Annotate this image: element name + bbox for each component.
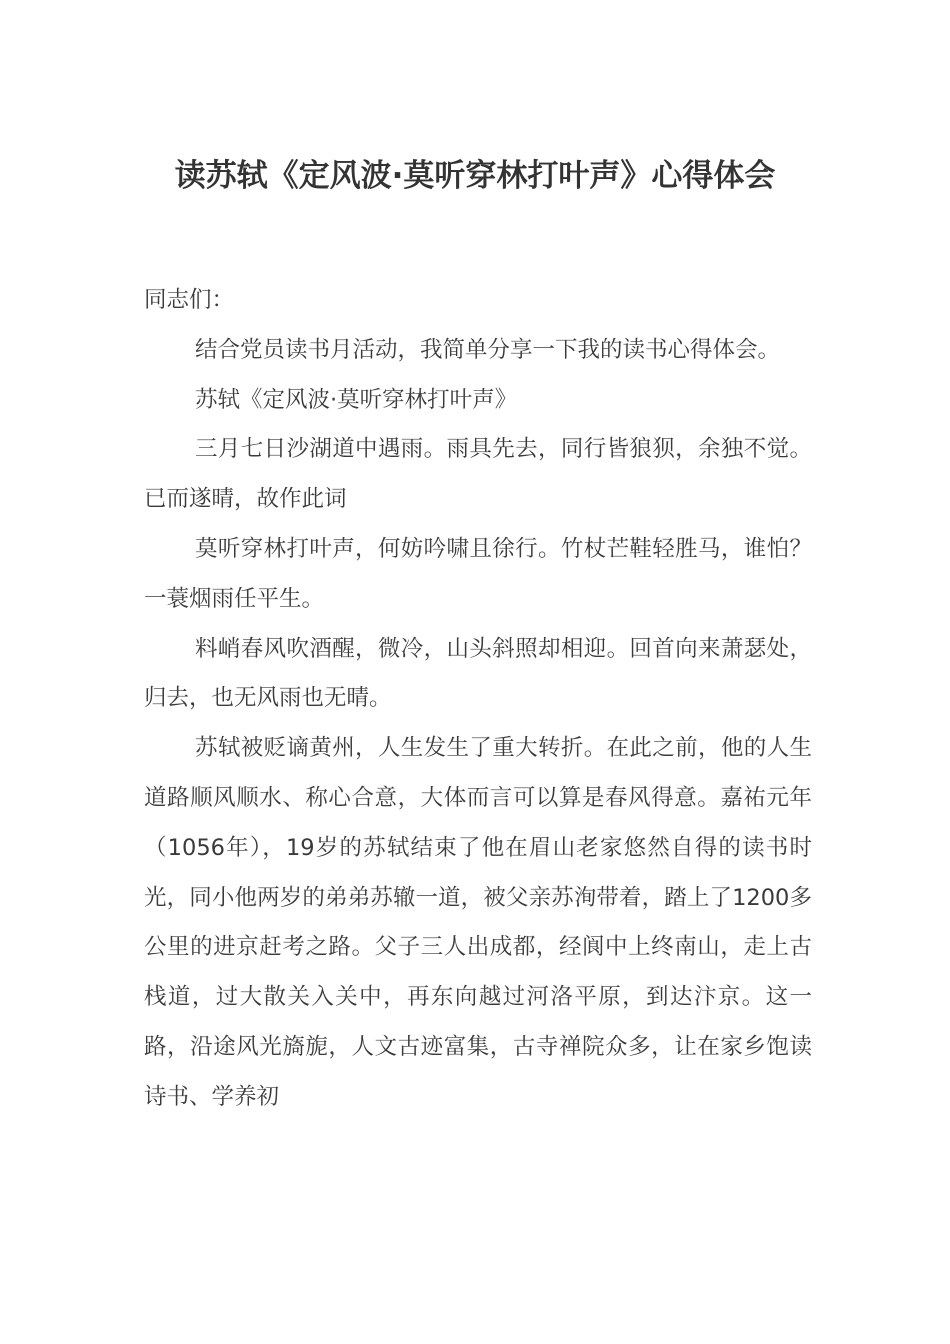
poem-stanza-paragraph: 莫听穿林打叶声，何妨吟啸且徐行。竹杖芒鞋轻胜马，谁怕？一蓑烟雨任平生。: [144, 535, 812, 612]
intro-paragraph: 结合党员读书月活动，我简单分享一下我的读书心得体会。: [195, 336, 781, 363]
poem-title-paragraph: 苏轼《定风波·莫听穿林打叶声》: [195, 386, 518, 413]
salutation-paragraph: 同志们：: [144, 287, 235, 313]
poem-preface-paragraph: 三月七日沙湖道中遇雨。雨具先去，同行皆狼狈，余独不觉。已而遂晴，故作此词: [144, 436, 812, 513]
poem-stanza-paragraph: 料峭春风吹酒醒，微冷，山头斜照却相迎。回首向来萧瑟处，归去，也无风雨也无晴。: [144, 635, 812, 712]
body-paragraph: 苏轼被贬谪黄州，人生发生了重大转折。在此之前，他的人生道路顺风顺水、称心合意，大体而言可以算是春风得意。嘉祐元年（1056年），19岁的苏轼结束了他在眉山老家悠然自得的读书时光，同小他两岁的弟弟苏辙一道，被父亲苏洵带着，踏上了1200多公里的进京赶考之路。父子三人出成都，经阆中上终南山，走上古栈道，过大散关入关中，再东向越过河洛平原，到达汴京。这一路，沿途风光旖旎，人文古迹富集，古寺禅院众多，让在家乡饱读诗书、学养初: [144, 735, 812, 1110]
document-title: 读苏轼《定风波·莫听穿林打叶声》心得体会: [174, 158, 776, 194]
document-body: [144, 276, 812, 1123]
